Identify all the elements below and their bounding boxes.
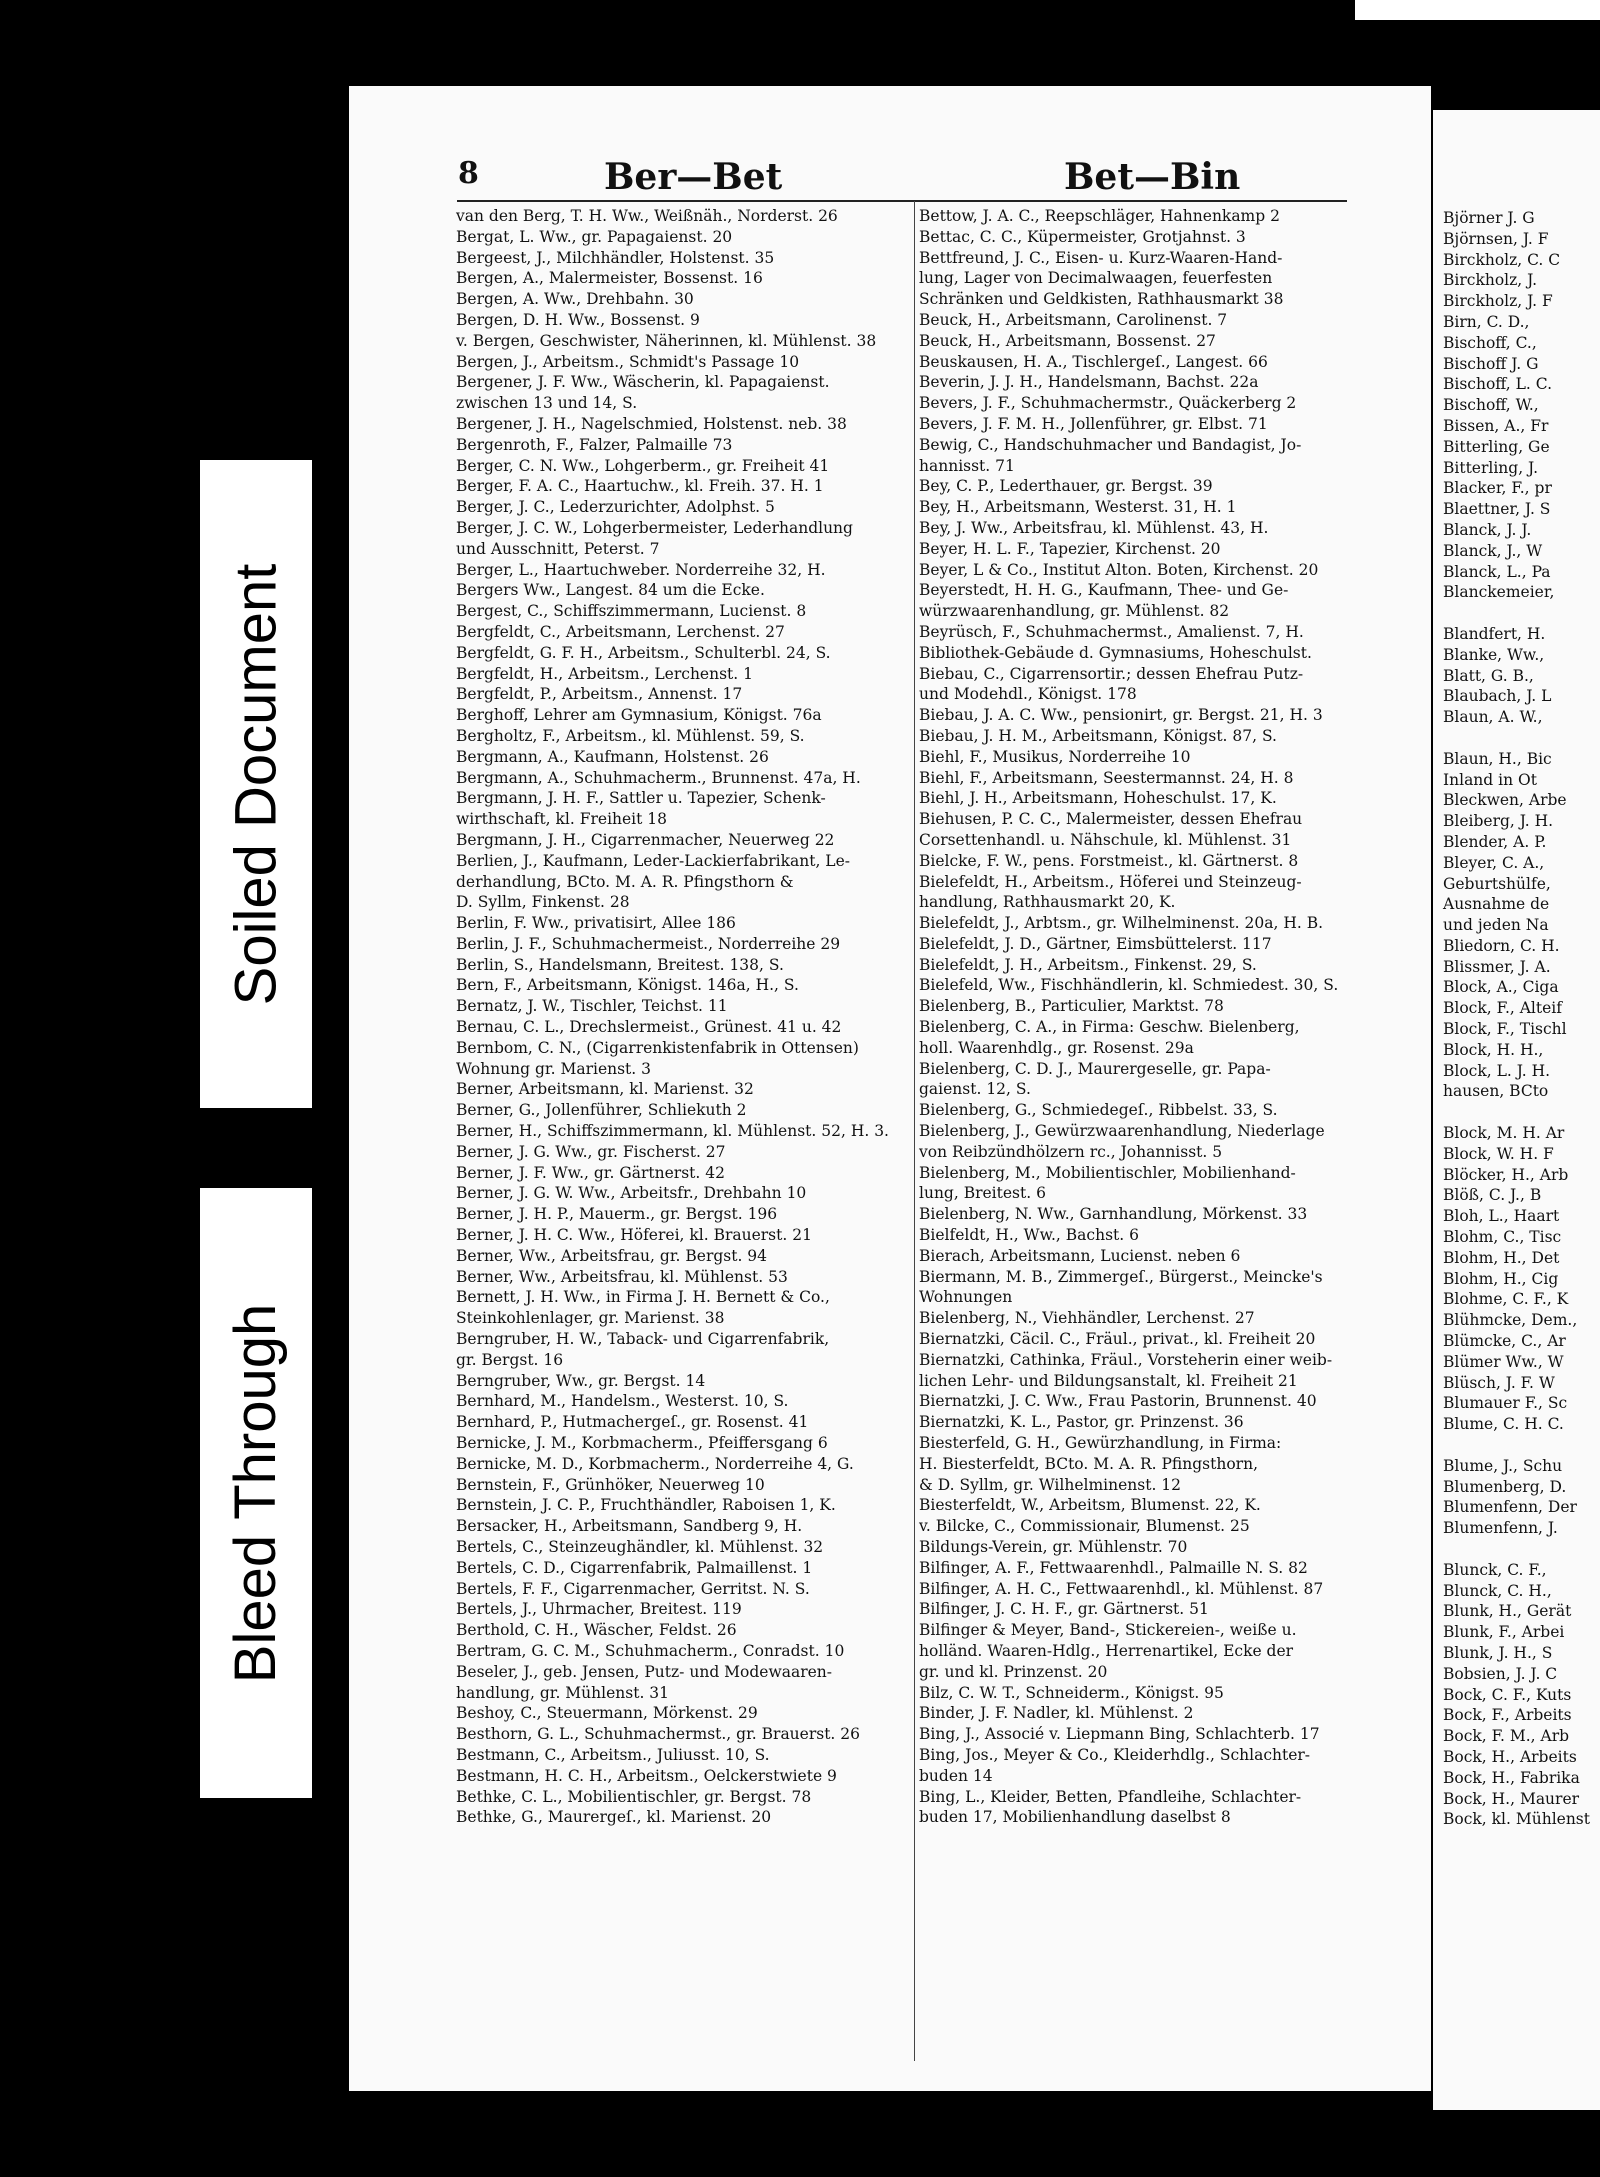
directory-entry: v. Bergen, Geschwister, Näherinnen, kl. Mühlenst. 38 [456,331,877,350]
directory-entry: Berner, Ww., Arbeitsfrau, kl. Mühlenst. 53 [456,1267,788,1286]
directory-entry: Bernstein, J. C. P., Fruchthändler, Raboisen 1, K. [456,1496,836,1515]
directory-entry: Wohnungen [919,1288,1013,1307]
directory-entry: v. Bilcke, C., Commissionair, Blumenst. 25 [919,1517,1250,1536]
directory-entry: Bock, H., Maurer [1443,1789,1580,1808]
directory-entry: D. Syllm, Finkenst. 28 [456,893,630,912]
directory-entry: Bielenberg, N., Viehhändler, Lerchenst. 27 [919,1309,1255,1328]
directory-entry: Bock, F. M., Arb [1443,1727,1570,1746]
directory-entry: lung, Breitest. 6 [919,1184,1046,1203]
directory-entry: Beyerstedt, H. H. G., Kaufmann, Thee- und Ge- [919,581,1289,600]
directory-entry: Berner, J. H. C. Ww., Höferei, kl. Brauerst. 21 [456,1226,812,1245]
directory-entry: Bernau, C. L., Drechslermeist., Grünest. 41 u. 42 [456,1018,842,1037]
directory-entry: Blaubach, J. L [1443,687,1552,706]
directory-entry: Bleyer, C. A., [1443,853,1545,872]
directory-entry: Biernatzki, Cäcil. C., Fräul., privat., kl. Freiheit 20 [919,1330,1316,1349]
directory-entry: Bergen, A. Ww., Drehbahn. 30 [456,290,694,309]
directory-entry: Bertram, G. C. M., Schuhmacherm., Conradst. 10 [456,1641,845,1660]
header-left: Ber—Bet [604,156,783,198]
directory-entry: Bielenberg, J., Gewürzwaarenhandlung, Niederlage [919,1122,1325,1141]
directory-entry: Bernicke, J. M., Korbmacherm., Pfeiffersgang 6 [456,1434,828,1453]
directory-entry: lung, Lager von Decimalwaagen, feuerfesten [919,269,1273,288]
directory-entry: Bestmann, H. C. H., Arbeitsm., Oelckerstwiete 9 [456,1766,837,1785]
directory-entry: Blumenfenn, Der [1443,1498,1577,1517]
directory-entry: Bertels, C. D., Cigarrenfabrik, Palmaillenst. 1 [456,1558,813,1577]
directory-entry: Birckholz, J. [1443,271,1538,290]
directory-entry: Beseler, J., geb. Jensen, Putz- und Modewaaren- [456,1662,833,1681]
directory-entry: Biehusen, P. C. C., Malermeister, dessen Ehefrau [919,810,1303,829]
directory-entry: Bey, J. Ww., Arbeitsfrau, kl. Mühlenst. 43, H. [919,518,1269,537]
directory-entry: Bernatz, J. W., Tischler, Teichst. 11 [456,997,728,1016]
directory-entry [1443,603,1590,624]
directory-entry: Bischoff, W., [1443,396,1539,415]
directory-entry: Beuck, H., Arbeitsmann, Carolinenst. 7 [919,310,1228,329]
document-page [349,86,1431,2091]
directory-entry: Biebau, C., Cigarrensortir.; dessen Ehefrau Putz- [919,664,1304,683]
directory-entry: Bergeest, J., Milchhändler, Holstenst. 35 [456,248,775,267]
directory-entry: Bergfeldt, H., Arbeitsm., Lerchenst. 1 [456,664,753,683]
directory-entry: Blunk, J. H., S [1443,1643,1553,1662]
directory-entry: Bern, F., Arbeitsmann, Königst. 146a, H., S. [456,976,799,995]
directory-entry: Schränken und Geldkisten, Rathhausmarkt 38 [919,290,1284,309]
directory-entry: Binder, J. F. Nadler, kl. Mühlenst. 2 [919,1704,1194,1723]
soiled-document-label: Soiled Document [223,563,289,1005]
directory-entry: Steinkohlenlager, gr. Marienst. 38 [456,1309,725,1328]
directory-entry: Blumenberg, D. [1443,1477,1567,1496]
directory-entry: Berger, J. C. W., Lohgerbermeister, Lederhandlung [456,518,853,537]
directory-entry: Berger, L., Haartuchweber. Norderreihe 32, H. [456,560,826,579]
directory-entry: holländ. Waaren-Hdlg., Herrenartikel, Ecke der [919,1641,1294,1660]
directory-entry: Blunck, C. F., [1443,1560,1547,1579]
directory-entry: Blacker, F., pr [1443,479,1552,498]
directory-entry: Bielcke, F. W., pens. Forstmeist., kl. Gärtnerst. 8 [919,851,1299,870]
directory-entry: Berner, J. F. Ww., gr. Gärtnerst. 42 [456,1163,725,1182]
directory-entry: Block, W. H. F [1443,1144,1554,1163]
directory-entry: Bilz, C. W. T., Schneiderm., Königst. 95 [919,1683,1224,1702]
directory-entry: Bielefeldt, J., Arbtsm., gr. Wilhelminenst. 20a, H. B. [919,914,1324,933]
directory-entry: Block, F., Alteif [1443,999,1562,1018]
directory-entry: Biebau, J. H. M., Arbeitsmann, Königst. 87, S. [919,726,1277,745]
directory-entry: Bilfinger, J. C. H. F., gr. Gärtnerst. 51 [919,1600,1209,1619]
directory-entry: Bergers Ww., Langest. 84 um die Ecke. [456,581,765,600]
directory-entry: Blohme, C. F., K [1443,1290,1569,1309]
directory-entry: Bing, Jos., Meyer & Co., Kleiderhdlg., Schlachter- [919,1745,1311,1764]
directory-entry: Bettac, C. C., Küpermeister, Grotjahnst. 3 [919,227,1246,246]
directory-entry: gr. Bergst. 16 [456,1350,564,1369]
directory-entry: Birckholz, C. C [1443,250,1561,269]
directory-entry: Björner J. G [1443,209,1535,227]
directory-entry: Bertels, J., Uhrmacher, Breitest. 119 [456,1600,742,1619]
directory-entry: Block, L. J. H. [1443,1061,1551,1080]
directory-entry: Bilfinger, A. H. C., Fettwaarenhdl., kl. Mühlenst. 87 [919,1579,1324,1598]
directory-entry: Blandfert, H. [1443,624,1546,643]
directory-entry: Biermann, M. B., Zimmergeſ., Bürgerst., Meincke's [919,1267,1323,1286]
directory-entry: Biesterfeldt, W., Arbeitsm, Blumenst. 22, K. [919,1496,1261,1515]
directory-entry: Block, M. H. Ar [1443,1124,1565,1143]
directory-entry: Geburtshülfe, [1443,874,1551,893]
directory-entry: Inland in Ot [1443,770,1537,789]
directory-entry: Bitterling, Ge [1443,437,1550,456]
directory-entry: Bernstein, F., Grünhöker, Neuerweg 10 [456,1475,765,1494]
directory-entry: H. Biesterfeldt, BCto. M. A. R. Pfingsthorn, [919,1454,1258,1473]
directory-entry: Bevers, J. F., Schuhmachermstr., Quäckerberg 2 [919,394,1297,413]
directory-entry: Bielenberg, M., Mobilientischler, Mobilienhand- [919,1163,1296,1182]
directory-entry: Bildungs-Verein, gr. Mühlenstr. 70 [919,1538,1188,1556]
directory-entry: Bock, F., Arbeits [1443,1706,1572,1725]
directory-entry: Bielenberg, C. A., in Firma: Geschw. Bielenberg, [919,1018,1300,1037]
directory-entry: Bischoff J. G [1443,354,1539,373]
directory-entry: Bock, kl. Mühlenst [1443,1810,1590,1829]
directory-entry: Berner, J. G. Ww., gr. Fischerst. 27 [456,1142,726,1161]
directory-entry: Biehl, F., Musikus, Norderreihe 10 [919,747,1191,766]
directory-entry: lichen Lehr- und Bildungsanstalt, kl. Freiheit 21 [919,1371,1298,1390]
directory-entry: Blühmcke, Dem., [1443,1311,1578,1330]
directory-entry: Ausnahme de [1443,895,1550,914]
directory-entry: Bock, C. F., Kuts [1443,1685,1572,1704]
directory-entry: gaienst. 12, S. [919,1080,1031,1099]
directory-entry: Bielefeldt, J. H., Arbeitsm., Finkenst. 29, S. [919,955,1257,974]
directory-entry: Bobsien, J. J. C [1443,1664,1558,1683]
directory-entry: Beyrüsch, F., Schuhmachermst., Amalienst. 7, H. [919,622,1304,641]
directory-entry: Bethke, G., Maurergeſ., kl. Marienst. 20 [456,1808,772,1827]
directory-entry: Blumauer F., Sc [1443,1394,1568,1413]
directory-entry: Berngruber, Ww., gr. Bergst. 14 [456,1371,706,1390]
directory-entry: Bergmann, J. H. F., Sattler u. Tapezier, Schenk- [456,789,826,808]
directory-entry: Bielenberg, N. Ww., Garnhandlung, Mörkenst. 33 [919,1205,1308,1224]
directory-entry: zwischen 13 und 14, S. [456,394,638,413]
directory-entry: Bergfeldt, P., Arbeitsm., Annenst. 17 [456,685,743,704]
soiled-document-label-box [200,460,312,1108]
directory-entry: von Reibzündhölzern rc., Johannisst. 5 [919,1142,1223,1161]
directory-entry: Blümer Ww., W [1443,1352,1564,1371]
directory-entry: van den Berg, T. H. Ww., Weißnäh., Norderst. 26 [456,207,838,225]
directory-entry: Bock, H., Arbeits [1443,1747,1577,1766]
directory-entry: Bielefeld, Ww., Fischhändlerin, kl. Schmiedest. 30, S. [919,976,1339,995]
directory-entry: Berlin, J. F., Schuhmachermeist., Norderreihe 29 [456,934,841,953]
directory-entry: buden 17, Mobilienhandlung daselbst 8 [919,1808,1231,1827]
directory-entry: Bergholtz, F., Arbeitsm., kl. Mühlenst. 59, S. [456,726,805,745]
bleed-through-label-box [200,1188,312,1798]
directory-entry: Biesterfeld, G. H., Gewürzhandlung, in Firma: [919,1434,1282,1453]
directory-entry: Bergenroth, F., Falzer, Palmaille 73 [456,435,733,454]
directory-entry: Blanck, J., W [1443,541,1543,560]
header-rule [457,200,1347,202]
directory-entry: Berner, J. G. W. Ww., Arbeitsfr., Drehbahn 10 [456,1184,807,1203]
directory-entry: Bielenberg, B., Particulier, Marktst. 78 [919,997,1224,1016]
directory-entry: Bernicke, M. D., Korbmacherm., Norderreihe 4, G. [456,1454,854,1473]
directory-entry: Biebau, J. A. C. Ww., pensionirt, gr. Bergst. 21, H. 3 [919,706,1323,725]
directory-entry: Biernatzki, K. L., Pastor, gr. Prinzenst. 36 [919,1413,1244,1432]
directory-entry: Bewig, C., Handschuhmacher und Bandagist, Jo- [919,435,1302,454]
directory-entry: Blümcke, C., Ar [1443,1332,1566,1351]
directory-entry: Blanckemeier, [1443,583,1555,602]
directory-entry: Bischoff, L. C. [1443,375,1552,394]
directory-entry: Berger, F. A. C., Haartuchw., kl. Freih. 37. H. 1 [456,477,824,496]
directory-entry: Bernbom, C. N., (Cigarrenkistenfabrik in Ottensen) [456,1038,859,1057]
directory-entry: Bischoff, C., [1443,333,1537,352]
directory-entry: Berner, G., Jollenführer, Schliekuth 2 [456,1101,747,1120]
directory-entry: Bibliothek-Gebäude d. Gymnasiums, Hoheschulst. [919,643,1312,662]
bleed-through-label: Bleed Through [223,1303,289,1683]
directory-entry: Berghoff, Lehrer am Gymnasium, Königst. 76a [456,706,822,725]
directory-entry: Blüsch, J. F. W [1443,1373,1555,1392]
directory-entry: Bock, H., Fabrika [1443,1768,1580,1787]
directory-entry: Bergener, J. H., Nagelschmied, Holstenst. neb. 38 [456,414,847,433]
directory-entry: Blume, C. H. C. [1443,1415,1564,1434]
directory-entry: Biernatzki, Cathinka, Fräul., Vorsteherin einer weib- [919,1350,1333,1369]
directory-entry: Blume, J., Schu [1443,1456,1563,1475]
directory-entry: Bertels, F. F., Cigarrenmacher, Gerritst. N. S. [456,1579,810,1598]
directory-entry: Bing, L., Kleider, Betten, Pfandleihe, Schlachter- [919,1787,1302,1806]
directory-entry: Bergen, J., Arbeitsm., Schmidt's Passage 10 [456,352,800,371]
directory-entry: Blunk, H., Gerät [1443,1602,1572,1621]
directory-entry: Bielenberg, G., Schmiedegeſ., Ribbelst. 33, S. [919,1101,1278,1120]
directory-entry: Beverin, J. J. H., Handelsmann, Bachst. 22a [919,373,1259,392]
directory-entry: Bernett, J. H. Ww., in Firma J. H. Bernett & Co., [456,1288,830,1307]
directory-entry: Bernhard, P., Hutmachergeſ., gr. Rosenst. 41 [456,1413,809,1432]
directory-entry: Blaun, H., Bic [1443,749,1552,768]
directory-entry: Bettfreund, J. C., Eisen- u. Kurz-Waaren-Hand- [919,248,1283,267]
directory-entry [1443,1435,1590,1456]
directory-entry: Berlin, S., Handelsmann, Breitest. 138, S. [456,955,784,974]
directory-entry: Bierach, Arbeitsmann, Lucienst. neben 6 [919,1246,1241,1265]
directory-entry: Bergen, A., Malermeister, Bossenst. 16 [456,269,763,288]
directory-entry: Bergest, C., Schiffszimmermann, Lucienst. 8 [456,602,807,621]
directory-entry: Beshoy, C., Steuermann, Mörkenst. 29 [456,1704,758,1723]
directory-entry [1443,1539,1590,1560]
directory-entry: Bertels, C., Steinzeughändler, kl. Mühlenst. 32 [456,1538,824,1556]
directory-entry: Bissen, A., Fr [1443,416,1549,435]
directory-entry: Blanck, L., Pa [1443,562,1551,581]
directory-entry: Bergmann, J. H., Cigarrenmacher, Neuerweg 22 [456,830,835,849]
directory-entry: Berger, J. C., Lederzurichter, Adolphst. 5 [456,498,775,517]
directory-entry: Berthold, C. H., Wäscher, Feldst. 26 [456,1621,737,1640]
directory-entry: Bing, J., Associé v. Liepmann Bing, Schlachterb. 17 [919,1725,1320,1744]
directory-entry: hannisst. 71 [919,456,1015,475]
directory-entry: Berner, J. H. P., Mauerm., gr. Bergst. 196 [456,1205,778,1224]
directory-entry: Beyer, H. L. F., Tapezier, Kirchenst. 20 [919,539,1221,558]
directory-entry: Beuck, H., Arbeitsmann, Bossenst. 27 [919,331,1216,350]
directory-entry: Berner, Ww., Arbeitsfrau, gr. Bergst. 94 [456,1246,768,1265]
directory-entry: Bielefeldt, J. D., Gärtner, Eimsbüttelerst. 117 [919,934,1272,953]
directory-entry: Bergmann, A., Schuhmacherm., Brunnenst. 47a, H. [456,768,861,787]
directory-entry: Bilfinger & Meyer, Band-, Stickereien-, weiße u. [919,1621,1297,1640]
directory-entry: Bergmann, A., Kaufmann, Holstenst. 26 [456,747,769,766]
directory-entry: Block, F., Tischl [1443,1020,1567,1039]
directory-entry: Blaettner, J. S [1443,500,1551,519]
directory-entry: derhandlung, BCto. M. A. R. Pfingsthorn & [456,872,794,891]
directory-entry: Bethke, C. L., Mobilientischler, gr. Bergst. 78 [456,1787,812,1806]
directory-entry: Bielenberg, C. D. J., Maurergeselle, gr. Papa- [919,1059,1271,1078]
directory-entry: Biehl, J. H., Arbeitsmann, Hoheschulst. 17, K. [919,789,1277,808]
directory-entry: Blunk, F., Arbei [1443,1623,1565,1642]
directory-entry: gr. und kl. Prinzenst. 20 [919,1662,1108,1681]
directory-entry: Bergfeldt, G. F. H., Arbeitsm., Schulterbl. 24, S. [456,643,831,662]
directory-entry: und Ausschnitt, Peterst. 7 [456,539,660,558]
directory-entry: Bitterling, J. [1443,458,1538,477]
directory-entry: Blumenfenn, J. [1443,1519,1558,1538]
directory-entry: Berlien, J., Kaufmann, Leder-Lackierfabrikant, Le- [456,851,851,870]
directory-entry: Block, A., Ciga [1443,978,1559,997]
directory-entry: Bergfeldt, C., Arbeitsmann, Lerchenst. 27 [456,622,785,641]
directory-entry: holl. Waarenhdlg., gr. Rosenst. 29a [919,1038,1194,1057]
directory-entry: handlung, Rathhausmarkt 20, K. [919,893,1176,912]
directory-entry: Bergat, L. Ww., gr. Papagaienst. 20 [456,227,733,246]
directory-entry: Blender, A. P. [1443,832,1547,851]
directory-entry: Wohnung gr. Marienst. 3 [456,1059,652,1078]
directory-entry: Blöcker, H., Arb [1443,1165,1569,1184]
right-column [919,206,1394,1828]
directory-entry: Blöß, C. J., B [1443,1186,1542,1205]
directory-entry: Blohm, H., Cig [1443,1269,1559,1288]
directory-entry: Biehl, F., Arbeitsmann, Seestermannst. 24, H. 8 [919,768,1294,787]
directory-entry [1443,1102,1590,1123]
directory-entry: Bey, C. P., Lederthauer, gr. Bergst. 39 [919,477,1213,496]
page-number: 8 [458,156,479,191]
directory-entry: Berner, H., Schiffszimmermann, kl. Mühlenst. 52, H. 3. [456,1122,889,1141]
directory-entry: handlung, gr. Mühlenst. 31 [456,1683,670,1702]
directory-entry: Blatt, G. B., [1443,666,1534,685]
directory-entry: Blissmer, J. A. [1443,957,1551,976]
directory-entry: und Modehdl., Königst. 178 [919,685,1137,704]
adjacent-page [1433,110,1600,2110]
directory-entry: Block, H. H., [1443,1040,1544,1059]
directory-entry: Corsettenhandl. u. Nähschule, kl. Mühlenst. 31 [919,830,1292,849]
directory-entry: Berger, C. N. Ww., Lohgerberm., gr. Freiheit 41 [456,456,830,475]
directory-entry: Blunck, C. H., [1443,1581,1552,1600]
directory-entry: Blanck, J. J. [1443,520,1532,539]
directory-entry: buden 14 [919,1766,993,1785]
directory-entry: Björnsen, J. F [1443,229,1549,248]
directory-entry: und jeden Na [1443,916,1549,935]
directory-entry: Bey, H., Arbeitsmann, Westerst. 31, H. 1 [919,498,1237,517]
directory-entry: Beyer, L & Co., Institut Alton. Boten, Kirchenst. 20 [919,560,1319,579]
column-divider [914,201,915,2061]
directory-entry: Bielfeldt, H., Ww., Bachst. 6 [919,1226,1139,1245]
directory-entry: Birckholz, J. F [1443,292,1553,311]
directory-entry: Bilfinger, A. F., Fettwaarenhdl., Palmaille N. S. 82 [919,1558,1308,1577]
directory-entry: Blanke, Ww., [1443,645,1545,664]
directory-entry: Bliedorn, C. H. [1443,936,1560,955]
header-right: Bet—Bin [1064,156,1241,198]
directory-entry: würzwaarenhandlung, gr. Mühlenst. 82 [919,602,1230,621]
directory-entry [1443,728,1590,749]
adjacent-page-column [1443,208,1590,1830]
directory-entry: hausen, BCto [1443,1082,1549,1101]
directory-entry: Bestmann, C., Arbeitsm., Juliusst. 10, S. [456,1745,770,1764]
directory-entry: Blaun, A. W., [1443,708,1543,727]
page-top-edge [1355,0,1600,20]
directory-entry: Berner, Arbeitsmann, kl. Marienst. 32 [456,1080,754,1099]
directory-entry: Bergen, D. H. Ww., Bossenst. 9 [456,310,700,329]
left-column [456,206,911,1828]
directory-entry: Bettow, J. A. C., Reepschläger, Hahnenkamp 2 [919,207,1280,225]
directory-entry: Bleckwen, Arbe [1443,791,1567,810]
directory-entry: Bersacker, H., Arbeitsmann, Sandberg 9, H. [456,1517,803,1536]
directory-entry: Bevers, J. F. M. H., Jollenführer, gr. Elbst. 71 [919,414,1268,433]
directory-entry: Birn, C. D., [1443,312,1530,331]
directory-entry: Beuskausen, H. A., Tischlergeſ., Langest. 66 [919,352,1268,371]
directory-entry: Bielefeldt, H., Arbeitsm., Höferei und Steinzeug- [919,872,1302,891]
directory-entry: Bloh, L., Haart [1443,1207,1560,1226]
directory-entry: Bergener, J. F. Ww., Wäscherin, kl. Papagaienst. [456,373,830,392]
directory-entry: & D. Syllm, gr. Wilhelminenst. 12 [919,1475,1182,1494]
directory-entry: Blohm, C., Tisc [1443,1228,1562,1247]
directory-entry: Blohm, H., Det [1443,1248,1560,1267]
directory-entry: Berlin, F. Ww., privatisirt, Allee 186 [456,914,736,933]
directory-entry: Bernhard, M., Handelsm., Westerst. 10, S. [456,1392,789,1411]
directory-entry: Bleiberg, J. H. [1443,812,1554,831]
directory-entry: Besthorn, G. L., Schuhmachermst., gr. Brauerst. 26 [456,1725,861,1744]
directory-entry: Berngruber, H. W., Taback- und Cigarrenfabrik, [456,1330,830,1349]
directory-entry: Biernatzki, J. C. Ww., Frau Pastorin, Brunnenst. 40 [919,1392,1317,1411]
directory-entry: wirthschaft, kl. Freiheit 18 [456,810,668,829]
